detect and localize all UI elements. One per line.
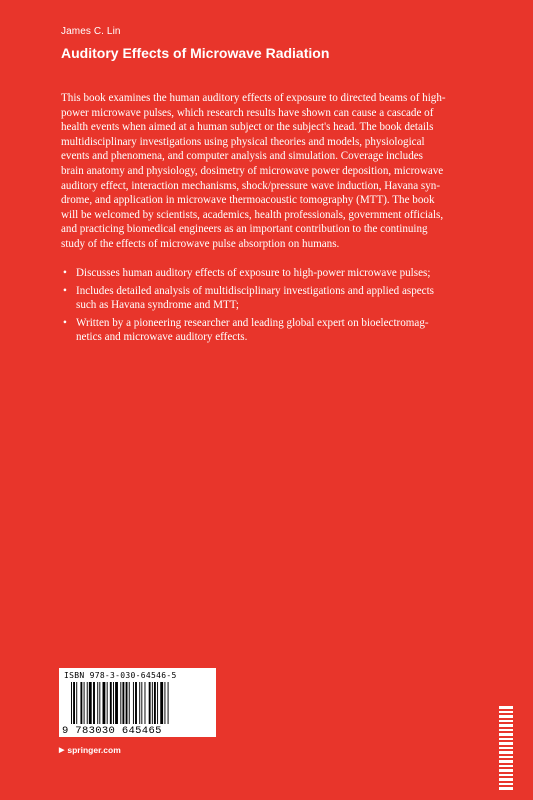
spine-mark bbox=[499, 738, 513, 741]
spine-mark bbox=[499, 778, 513, 781]
barcode-panel bbox=[59, 668, 216, 737]
abstract-line: multidisciplinary investigations using physical theories and models, physiological bbox=[61, 135, 425, 148]
bullet-item bbox=[61, 316, 473, 345]
abstract-line: drome, and application in microwave thermoacoustic tomography (MTT). The book bbox=[61, 194, 435, 207]
abstract bbox=[61, 91, 473, 252]
bullet-text: Includes detailed analysis of multidisciplinary investigations and applied aspects bbox=[76, 284, 434, 297]
bullet-text: Written by a pioneering researcher and leading global expert on bioelectromag- bbox=[76, 316, 429, 329]
book-title: Auditory Effects of Microwave Radiation bbox=[61, 45, 330, 61]
bullet-dot-icon: • bbox=[63, 316, 67, 329]
abstract-line: study of the effects of microwave pulse absorption on humans. bbox=[61, 237, 340, 250]
bullet-dot-icon: • bbox=[63, 267, 67, 279]
spine-mark bbox=[499, 720, 513, 723]
abstract-line: This book examines the human auditory effects of exposure to directed beams of high- bbox=[61, 92, 446, 104]
spine-mark bbox=[499, 724, 513, 727]
arrow-right-icon: ▶ bbox=[59, 747, 65, 754]
publisher-link[interactable] bbox=[59, 745, 121, 755]
barcode-digits: 9 783030 645465 bbox=[62, 725, 162, 737]
spine-mark bbox=[499, 787, 513, 790]
spine-mark bbox=[499, 706, 513, 709]
spine-mark bbox=[499, 733, 513, 736]
bullet-text: Discusses human auditory effects of exposure to high-power microwave pulses; bbox=[76, 267, 431, 279]
spine-mark bbox=[499, 760, 513, 763]
abstract-line: events and phenomena, and computer analysis and simulation. Coverage includes bbox=[61, 150, 423, 163]
spine-mark bbox=[499, 729, 513, 732]
spine-mark bbox=[499, 756, 513, 759]
spine-marks bbox=[499, 706, 517, 796]
abstract-line: brain anatomy and physiology, dosimetry of microwave power deposition, microwave bbox=[61, 164, 444, 177]
spine-mark bbox=[499, 711, 513, 714]
bullet-item bbox=[61, 266, 473, 281]
spine-mark bbox=[499, 742, 513, 745]
abstract-line: power microwave pulses, which research results have shown can cause a cascade of bbox=[61, 106, 434, 119]
spine-mark bbox=[499, 751, 513, 754]
abstract-line: auditory effect, interaction mechanisms, shock/pressure wave induction, Havana syn- bbox=[61, 179, 441, 192]
bullet-dot-icon: • bbox=[63, 284, 67, 297]
feature-bullet-list bbox=[61, 266, 473, 348]
bullet-item bbox=[61, 284, 473, 313]
bullet-text: netics and microwave auditory effects. bbox=[76, 331, 248, 344]
spine-mark bbox=[499, 765, 513, 768]
spine-mark bbox=[499, 774, 513, 777]
publisher-url: springer.com bbox=[67, 745, 121, 755]
spine-mark bbox=[499, 715, 513, 718]
abstract-line: health events when aimed at a human subject or the subject's head. The book details bbox=[61, 121, 434, 134]
isbn-label: ISBN 978-3-030-64546-5 bbox=[64, 671, 177, 680]
abstract-line: will be welcomed by scientists, academics, health professionals, government officials, bbox=[61, 208, 444, 221]
bullet-text: such as Havana syndrome and MTT; bbox=[76, 299, 239, 312]
spine-mark bbox=[499, 747, 513, 750]
spine-mark bbox=[499, 783, 513, 786]
abstract-line: and practicing biomedical engineers as an important contribution to the continuing bbox=[61, 223, 428, 236]
barcode-icon bbox=[71, 682, 205, 724]
spine-mark bbox=[499, 769, 513, 772]
author-name: James C. Lin bbox=[61, 26, 121, 37]
